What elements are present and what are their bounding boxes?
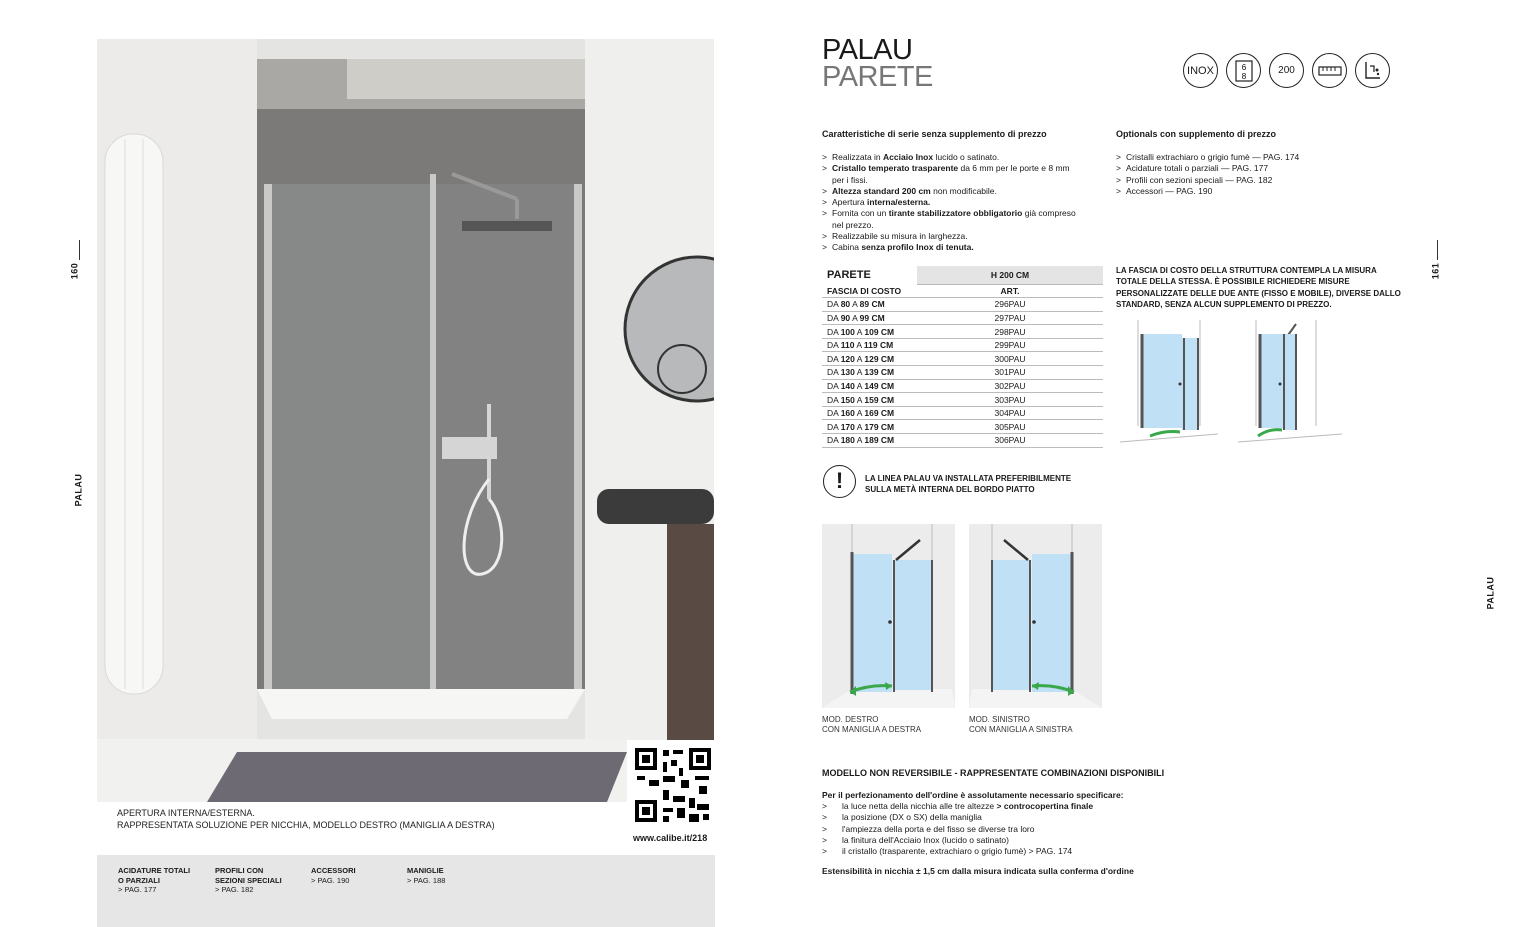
- table-title: PARETE: [827, 269, 871, 281]
- cost-range-cell: DA 80 A 89 CM: [822, 298, 917, 312]
- label-line: CON MANIGLIA A SINISTRA: [969, 725, 1073, 734]
- diagram-label-left: [969, 715, 1073, 735]
- article-code-cell: 304PAU: [917, 406, 1103, 420]
- table-height-header: H 200 CM: [917, 266, 1103, 284]
- list-item: > la posizione (DX o SX) della maniglia: [822, 812, 1093, 823]
- table-row: [822, 434, 1103, 448]
- caption-line-2: RAPPRESENTATA SOLUZIONE PER NICCHIA, MODELLO DESTRO (MANIGLIA A DESTRA): [117, 820, 495, 830]
- cost-range-cell: DA 110 A 119 CM: [822, 338, 917, 352]
- table-row: [822, 338, 1103, 352]
- cost-range-cell: DA 140 A 149 CM: [822, 379, 917, 393]
- list-item: > Apertura interna/esterna.: [822, 197, 1112, 208]
- side-title-left: PALAU: [73, 473, 84, 507]
- qr-url[interactable]: www.calibe.it/218: [633, 833, 708, 843]
- footer-link-title: SEZIONI SPECIALI: [215, 875, 282, 885]
- list-item: > Profili con sezioni speciali — PAG. 182: [1116, 175, 1396, 186]
- installation-diagram-2: [1238, 318, 1348, 443]
- article-code-cell: 303PAU: [917, 393, 1103, 407]
- page-number-left: 160: [69, 262, 80, 280]
- article-code-cell: 299PAU: [917, 338, 1103, 352]
- list-item: > Realizzabile su misura in larghezza.: [822, 231, 1112, 242]
- svg-text:6: 6: [1241, 62, 1246, 72]
- article-code-cell: 305PAU: [917, 420, 1103, 434]
- easy-clean-icon: [1355, 53, 1390, 88]
- photo-caption: [117, 807, 495, 831]
- page-number-rule: [1437, 240, 1438, 260]
- cost-note: LA FASCIA DI COSTO DELLA STRUTTURA CONTEMPLA LA MISURA TOTALE DELLA STESSA. È POSSIBILE RICHIEDERE MISURE PERSONALIZZATE DELLE DUE ANTE (FISSO E MOBILE), DIVERSE DALLO STANDARD, SENZA ALCUN SUPPLEMENTO DI PREZZO.: [1116, 266, 1401, 309]
- warning-icon: !: [823, 465, 856, 498]
- article-code-cell: 300PAU: [917, 352, 1103, 366]
- cost-range-cell: DA 180 A 189 CM: [822, 434, 917, 448]
- article-code-cell: 296PAU: [917, 298, 1103, 312]
- optionals-heading: Optionals con supplemento di prezzo: [1116, 129, 1277, 139]
- list-item: > la finitura dell'Acciaio Inox (lucido o satinato): [822, 835, 1093, 846]
- footer-link-acidature[interactable]: [118, 866, 190, 895]
- warning-line-2: SULLA METÀ INTERNA DEL BORDO PIATTO: [865, 485, 1035, 494]
- table-row: [822, 393, 1103, 407]
- list-item: > la luce netta della nicchia alle tre altezze > controcopertina finale: [822, 801, 1093, 812]
- extensibility-note: Estensibilità in nicchia ± 1,5 cm dalla misura indicata sulla conferma d'ordine: [822, 866, 1134, 876]
- cost-range-cell: DA 120 A 129 CM: [822, 352, 917, 366]
- list-item: > l'ampiezza della porta e del fisso se diverse tra loro: [822, 824, 1093, 835]
- table-row: [822, 311, 1103, 325]
- list-item: > Altezza standard 200 cm non modificabile.: [822, 186, 1112, 197]
- warning-line-1: LA LINEA PALAU VA INSTALLATA PREFERIBILMENTE: [865, 474, 1072, 483]
- glass-thickness-icon: [1226, 53, 1261, 88]
- non-reversible-note: MODELLO NON REVERSIBILE - RAPPRESENTATE COMBINAZIONI DISPONIBILI: [822, 768, 1165, 778]
- article-code-cell: 298PAU: [917, 325, 1103, 339]
- order-list: [822, 801, 1093, 857]
- warning-text: [865, 473, 1071, 495]
- list-item: > Cabina senza profilo Inox di tenuta.: [822, 242, 1112, 253]
- table-row: [822, 406, 1103, 420]
- list-item: > il cristallo (trasparente, extrachiaro o grigio fumè) > PAG. 174: [822, 846, 1093, 857]
- list-item: > Cristallo temperato trasparente da 6 mm per le porte e 8 mm: [822, 163, 1112, 174]
- standard-features-heading: Caratteristiche di serie senza supplemento di prezzo: [822, 129, 1047, 139]
- diagram-model-left: [969, 524, 1102, 708]
- footer-link-profili[interactable]: [215, 866, 282, 895]
- page-number-rule: [79, 240, 80, 260]
- footer-link-ref: > PAG. 190: [311, 875, 350, 885]
- table-body: [822, 298, 1103, 448]
- footer-link-ref: > PAG. 182: [215, 885, 254, 894]
- installation-diagram-1: [1120, 318, 1220, 443]
- page-number-right: 161: [1430, 262, 1441, 280]
- list-item: > Accessori — PAG. 190: [1116, 186, 1396, 197]
- inox-icon: INOX: [1183, 53, 1218, 88]
- table-row: [822, 366, 1103, 380]
- footer-link-title: O PARZIALI: [118, 875, 160, 885]
- table-row: [822, 352, 1103, 366]
- footer-link-ref: > PAG. 177: [118, 885, 157, 894]
- optionals-list: [1116, 152, 1396, 197]
- svg-text:8: 8: [1241, 71, 1246, 81]
- side-title-right: PALAU: [1485, 576, 1496, 610]
- order-heading: Per il perfezionamento dell'ordine è assolutamente necessario specificare:: [822, 790, 1124, 800]
- product-photo: [97, 39, 714, 802]
- label-line: MOD. DESTRO: [822, 715, 879, 724]
- measure-icon: [1312, 53, 1347, 88]
- article-code-cell: 301PAU: [917, 366, 1103, 380]
- article-code-cell: 302PAU: [917, 379, 1103, 393]
- list-item: > Acidature totali o parziali — PAG. 177: [1116, 163, 1396, 174]
- footer-link-title: PROFILI CON: [215, 866, 264, 875]
- table-row: [822, 420, 1103, 434]
- label-line: MOD. SINISTRO: [969, 715, 1030, 724]
- list-item: > Fornita con un tirante stabilizzatore obbligatorio già compreso: [822, 208, 1112, 219]
- standard-features-list: [822, 152, 1112, 254]
- footer-link-maniglie[interactable]: [407, 866, 445, 885]
- diagram-label-right: [822, 715, 921, 735]
- cost-range-cell: DA 100 A 109 CM: [822, 325, 917, 339]
- article-code-cell: 306PAU: [917, 434, 1103, 448]
- list-item: > Realizzata in Acciaio Inox lucido o satinato.: [822, 152, 1112, 163]
- footer-links: [97, 855, 715, 927]
- cost-range-cell: DA 150 A 159 CM: [822, 393, 917, 407]
- cost-range-cell: DA 90 A 99 CM: [822, 311, 917, 325]
- footer-link-accessori[interactable]: [311, 866, 356, 885]
- table-row: [822, 379, 1103, 393]
- price-table: [822, 266, 1103, 448]
- footer-link-title: MANIGLIE: [407, 866, 444, 875]
- table-row: [822, 298, 1103, 312]
- cost-range-cell: DA 170 A 179 CM: [822, 420, 917, 434]
- caption-line-1: APERTURA INTERNA/ESTERNA.: [117, 808, 255, 818]
- footer-link-title: ACIDATURE TOTALI: [118, 866, 191, 875]
- footer-link-title: ACCESSORI: [311, 866, 356, 875]
- table-col1-header: FASCIA DI COSTO: [822, 284, 917, 298]
- page-title: PALAU: [822, 34, 913, 66]
- table-row: [822, 325, 1103, 339]
- label-line: CON MANIGLIA A DESTRA: [822, 725, 922, 734]
- footer-link-ref: > PAG. 188: [407, 875, 446, 885]
- diagram-model-right: [822, 524, 955, 708]
- list-item: > Cristalli extrachiaro o grigio fumè — PAG. 174: [1116, 152, 1396, 163]
- list-item-continuation: nel prezzo.: [832, 219, 874, 230]
- page-subtitle: PARETE: [822, 61, 933, 93]
- list-item-continuation: per i fissi.: [832, 174, 868, 185]
- table-col2-header: ART.: [917, 284, 1103, 298]
- cost-range-cell: DA 130 A 139 CM: [822, 366, 917, 380]
- cost-range-cell: DA 160 A 169 CM: [822, 406, 917, 420]
- height-200-icon: 200: [1269, 53, 1304, 88]
- article-code-cell: 297PAU: [917, 311, 1103, 325]
- feature-icons: [1183, 53, 1390, 88]
